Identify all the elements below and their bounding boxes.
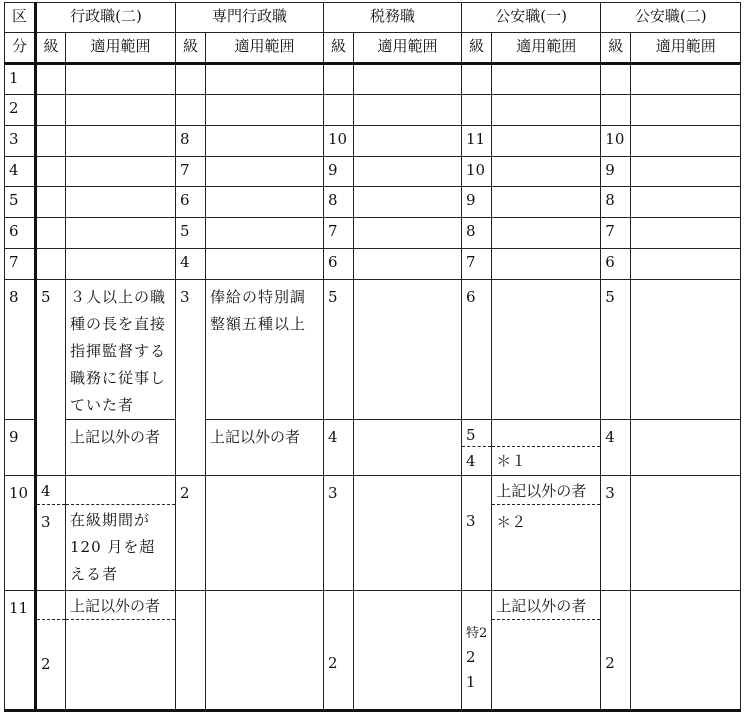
grade-cell: 5: [176, 218, 206, 249]
scope-cell: 上記以外の者: [492, 591, 600, 620]
grade-cell: 5: [462, 420, 491, 447]
row-label: 9: [5, 420, 36, 476]
grade-cell: 10: [601, 126, 631, 157]
grade-cell: 特2: [466, 626, 488, 641]
grade-cell: 6: [324, 249, 354, 280]
header-grade: 級: [36, 33, 66, 64]
header-group-senmon: 専門行政職: [176, 3, 324, 33]
row-label: 2: [5, 95, 36, 126]
scope-cell: 上記以外の者: [66, 420, 176, 476]
grade-cell: 9: [462, 187, 492, 218]
header-scope: 適用範囲: [631, 33, 741, 64]
grade-cell: 10: [324, 126, 354, 157]
grade-cell: 8: [601, 187, 631, 218]
grade-cell: 7: [176, 157, 206, 187]
grade-cell: 2: [176, 476, 206, 591]
row-label: 6: [5, 218, 36, 249]
grade-cell: 6: [462, 280, 492, 420]
grade-cell: 8: [462, 218, 492, 249]
grade-cell: 3: [466, 512, 476, 530]
header-grade: 級: [462, 33, 492, 64]
grade-cell: 2: [466, 648, 476, 666]
row-label: 7: [5, 249, 36, 280]
scope-cell: 在級期間が 120 月を超える者: [70, 511, 156, 583]
header-kubun-bottom: 分: [5, 33, 36, 64]
grade-cell: 4: [176, 249, 206, 280]
row-label: 3: [5, 126, 36, 157]
grade-cell: 4: [466, 452, 476, 470]
grade-cell: 11: [462, 126, 492, 157]
row-label: 8: [5, 280, 36, 420]
row-label: 10: [5, 476, 36, 591]
salary-grade-table: [4, 2, 741, 712]
scope-cell: ３人以上の職種の長を直接指揮監督する職務に従事していた者: [66, 280, 176, 420]
grade-cell: 4: [37, 476, 65, 505]
grade-cell: 8: [176, 126, 206, 157]
grade-cell: 3: [324, 476, 354, 591]
grade-cell: 6: [176, 187, 206, 218]
header-grade: 級: [324, 33, 354, 64]
grade-cell: 4: [601, 420, 631, 476]
grade-cell: 10: [462, 157, 492, 187]
header-scope: 適用範囲: [66, 33, 176, 64]
grade-cell: 8: [324, 187, 354, 218]
header-group-gyosei2: 行政職(二): [36, 3, 176, 33]
grade-cell: 6: [601, 249, 631, 280]
grade-cell: 9: [324, 157, 354, 187]
grade-cell: 2: [328, 654, 338, 672]
header-group-koan1: 公安職(一): [462, 3, 601, 33]
scope-cell: ＊１: [496, 452, 527, 470]
scope-cell: 俸給の特別調整額五種以上: [206, 280, 324, 420]
row-label: 1: [5, 64, 36, 95]
header-kubun-top: 区: [5, 3, 36, 33]
scope-cell: 上記以外の者: [206, 420, 324, 476]
grade-cell: 3: [601, 476, 631, 591]
grade-cell: 4: [324, 420, 354, 476]
grade-cell: 7: [462, 249, 492, 280]
header-scope: 適用範囲: [354, 33, 462, 64]
grade-cell: 3: [176, 280, 206, 476]
scope-cell: 上記以外の者: [492, 476, 600, 505]
grade-cell: 3: [41, 513, 51, 531]
grade-cell: 2: [605, 654, 615, 672]
grade-cell: 5: [324, 280, 354, 420]
header-group-zeimu: 税務職: [324, 3, 462, 33]
row-label: 5: [5, 187, 36, 218]
grade-cell: 2: [41, 655, 51, 673]
grade-cell: 9: [601, 157, 631, 187]
header-scope: 適用範囲: [492, 33, 601, 64]
header-group-koan2: 公安職(二): [601, 3, 741, 33]
header-scope: 適用範囲: [206, 33, 324, 64]
row-label: 4: [5, 157, 36, 187]
header-grade: 級: [176, 33, 206, 64]
header-grade: 級: [601, 33, 631, 64]
scope-cell: ＊２: [496, 513, 527, 531]
grade-cell: 5: [601, 280, 631, 420]
row-label: 11: [5, 591, 36, 711]
scope-cell: 上記以外の者: [66, 591, 175, 620]
grade-cell: 1: [466, 673, 476, 691]
grade-cell: 7: [601, 218, 631, 249]
grade-cell: 5: [36, 280, 66, 476]
grade-cell: 7: [324, 218, 354, 249]
